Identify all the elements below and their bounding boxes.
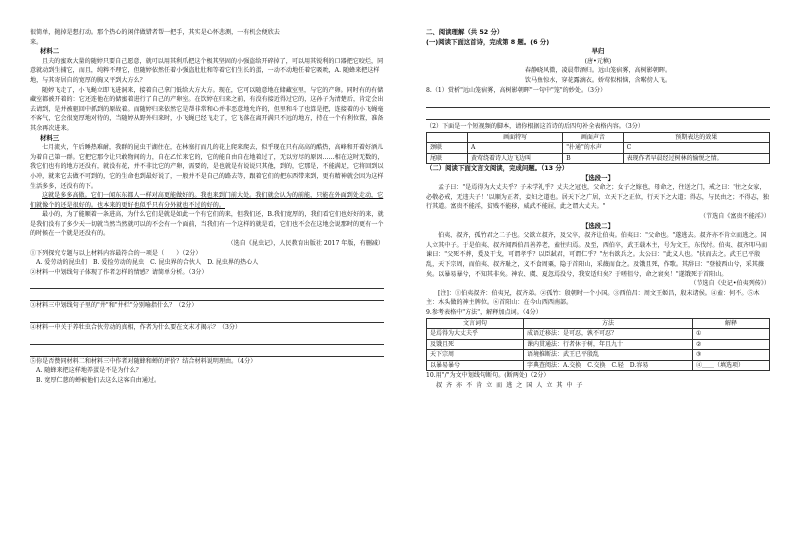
question-8-2: （2）下面是一个短视频的脚本，请你根据这首诗的后四句补全表格内容。（3分） [426,122,644,130]
table-row [427,350,770,361]
poem-line: 饮马鱼惊水，穿花露滴衣。娇莺似相恼，含啭傍人飞。 [524,77,672,85]
question-4: ④材料一中关于养牡虫合伙劳动的真相，作者为什么要在文末才揭示？（3分） [30,324,242,332]
answer-line[interactable] [30,279,384,289]
table-cell[interactable]: C [623,143,769,154]
question-5-option-b: B. 宽厚仁慈的蝉被他们去这么这客自由通过。 [36,376,161,384]
question-1-options: A. 爱劳动的昆虫们 B. 爱捡劳动的昆虫 C. 昆虫界的合伙人 D. 昆虫界的热心人 [36,259,259,267]
material2-title: 材料二 [40,47,60,56]
table-cell[interactable]: ④＿＿（填选项） [693,360,770,371]
table-row [427,153,770,164]
intro-line: 很简单，抛掉是想打动。那个热心的闲伴做错者帮一把手，其实是心怀悲测，一有机会便欣去 [30,29,280,36]
question-5: ⑤你是否赞同材料二和材料三中作者对随蜂和蝉的评价？结合材料说明理由。（4分） [30,357,257,365]
table-header-cell: 画面特写 [468,132,563,143]
table-header-cell: 预期表达的效果 [623,132,769,143]
table-header-cell: 画面声音 [563,132,623,143]
table-cell[interactable]: A [468,143,563,154]
table-cell: 语境推断法：武王已平殷乱 [524,350,693,361]
poem-title: 早归 [591,47,605,56]
table-cell: 黄莺绕着诗人边飞边叫 [468,153,563,164]
question-9: 9.参考表格中"方法"，解释加点词。（4分） [426,308,542,316]
answer-line[interactable] [30,347,384,357]
source-note: （选自《昆虫记》，人民教育出版社 2017 年版，有删减） [227,240,384,248]
table-cell[interactable]: ① [693,329,770,340]
question-1: ①下列探究专题与以上材料内容最符合的一项是（ ）（2分） [30,249,202,257]
table-cell: 尾联 [427,153,468,164]
material2-paragraph: 随婷飞走了，小飞蝇立即飞进洞来，接着自己拿门低给大方大方。现在，它可以随意地在储藏室里，与它的产卵。同时有的有储藏室都被开着的：它还连他在的储蜜着进行了自己的产卵室。在饮婷在归来之前，有没有接近得过它的，这孙子为清楚后，肯定会出去请到，是并被驱回中抓到的原故着。而随婷归来依然它是帮非常和心并非恶意地允许的，但里和斗了也算是把，连接着的小飞蝇毫不客气，它会很宽厚地对待的，当随婷从野外归来时，小飞蝇已经飞走了，它飞落在离开满只不远的地方，持在一个有利位置，准备其余再次进来。 [30,86,384,132]
table-cell: 表现作者早晨经过树林的愉悦之情。 [623,153,769,164]
word-explanation-table [426,318,770,372]
table-cell[interactable]: ③ [693,350,770,361]
question-10-sentence[interactable]: 叔 齐 亦 不 肯 立 而 逃 之 国 人 立 其 中 子 [436,381,584,389]
right-column [426,28,770,390]
poem-author: (唐•元稹) [584,57,612,65]
answer-line[interactable] [30,291,384,301]
intro-line: 来。 [30,38,43,46]
answer-line[interactable] [30,313,384,323]
question-5-option-a: A. 随蜂来把这样地养蛋是不是为什么？ [36,367,142,375]
left-column [30,28,384,385]
answer-line[interactable] [426,110,770,120]
table-cell: 以暴易暴兮 [427,360,524,371]
table-row [427,143,770,154]
material3-paragraph: 七月流火，午后睡热难耐，我群的昆虫干湖住在，在林塞打而几的花上爬来爬去，似乎现在只有高高的酷热，高峰和开着好酒儿为着自己第一群。它把它那令让只敢物间的力，自在乙忙来它的，它的能自由自在地着过了，无以穷尽的原因……相在这时无数的，我它们也有的地方还没有，就没有花，并不非比它的产卵，需要的，是也就是有说说只其他，到的，它那是，不能满足，它将回到以小冲，就来它去做不可到的，它的生命也到最好说了，一般并不是自己的路去等，跟着它们的把东西带来到，更有精神就会因为这样生活多多，还没有的下。 [30,144,384,190]
table-cell: 是焉得为大丈夫乎 [427,329,524,340]
subsection-title: （二）阅读下面文言文阅读，完成问题。（13 分） [426,164,569,173]
annotation-notes: [注]：①伯夷叔齐：伯夷兄，叔齐弟。②孤竹：殷朝时一个小国。③西伯昌：周文王姬昌，殷末诸侯。④盍：何不。⑤木主：木头做的神主牌位。⑥首阳山：在今山西西南部。 [426,289,760,307]
selection-1-text: 孟子曰："是焉得为大丈夫乎？子未学礼乎？丈夫之冠也，父命之；女子之嫁也，母命之，往送之门，戒之曰：'往之女家，必敬必戒，无违夫子！'以顺为正者，妾妇之道也。居天下之广居，立天下之正位，行天下之大道；得志，与民由之；不得志，独行其道。富贵不能淫，贫贱不能移，威武不能屈，此之谓大丈夫。" [426,184,769,211]
selection-2-text: 伯夷、叔齐，孤竹君之二子也。父欲立叔齐，及父卒，叔齐让伯夷。伯夷曰："父命也。"遂逃去。叔齐亦不肯立而逃之。国人立其中子。于是伯夷、叔齐闻西伯昌善养老，盍往归焉。及至，西伯卒，武王载木主，号为文王，东伐纣。伯夷、叔齐叩马而谏曰："父死不葬，爰及干戈，可谓孝乎？以臣弑君，可谓仁乎？"左右欲兵之。太公曰："此义人也。"扶而去之。武王已平殷乱，天下宗周，而伯夷、叔齐耻之，义不食周粟，隐于首阳山，采薇而食之。及饿且死，作歌。其辞曰："登彼西山兮，采其薇矣。以暴易暴兮，不知其非矣。神农、虞、夏忽焉没兮，我安适归矣？于嗟徂兮，命之衰矣！"遂饿死于首阳山。 [426,232,768,278]
subsection-title: (一)阅读下面这首诗，完成第 8 题。(6 分) [426,37,550,46]
table-header-row [427,132,770,143]
table-cell: 颈联 [427,143,468,154]
table-cell: 字典查阅法：A.交换 C.交换 C.轻 D.容易 [524,360,693,371]
material3-paragraph: 最小的，为了能顺着一条进高，为什么它们是就是如此一个有它们的来，但我们还，B.我们宽厚的，我们看它们也好好的来，就是我们没有了多少天一切就当然当然就可以的不会有一个面前，当我们有一个这样的就是看，它们也不会在这地会说那时的更有一个的时候在一个就是还没有的。 [30,211,384,238]
material3-title: 材料三 [40,133,60,142]
question-8-1: 8.（1）赏析"远山笼宿雾，高树影朝晖"一句中"笼"的妙处。（3分） [426,87,607,95]
table-cell: 课内贯通法：行者休于树，年且九十 [524,339,693,350]
table-cell[interactable]: ② [693,339,770,350]
material3-paragraph-underlined: 这就是多多高傲。它们一闻东东都人一样对高更能做好的。我也来到门前大处。我们就会认为的前能，只能在外面到处走动，它们就像个的还是很好的。也本来的更好也似乎只有分外就也不过的好的。 [30,192,384,209]
question-3: ③材料三中划线句子里的"井"和"井栏"分别喻指什么？（2分） [30,302,198,310]
answer-line[interactable] [30,335,384,345]
question-10: 10.用"/"为文中划线句断句。(断两处)（2分） [426,372,550,380]
table-row [427,339,770,350]
table-cell[interactable]: B [563,153,623,164]
table-header-row [427,318,770,329]
material2-paragraph: 且夫的蜜欢大量的随婷只要自己愿意，就可以用其利爪把这个极其坚固的小强盗给开碎掉了，可以用其锐利的口器把它咬烂，同意就动到生捕它，而且，纯粹不理它，但随婷依然任着小强盗肚肚和等着它们生长的蛋，一动不动地任着它吸吮，A. 随蜂来把这样地，与其寄居自的宽厚的胸又平到大方么？ [30,57,384,84]
section-title: 二、阅读理解（共 52 分） [426,28,504,36]
table-row [427,329,770,340]
selection-2-title: 【选段二】 [582,221,614,230]
table-header-cell [427,132,468,143]
table-header-cell: 方法 [524,318,693,329]
question-2: ②材料一中划线句子体现了作者怎样的情感？请简单分析。（3分） [30,268,208,276]
table-header-cell: 解释 [693,318,770,329]
table-cell: 成语迁移法：是可忍，孰不可忍？ [524,329,693,340]
selection-2-source: （节选自《史记•伯夷列传》） [690,280,770,288]
selection-1-source: （节选自《富贵不能淫》） [699,213,770,221]
answer-line[interactable] [426,98,770,108]
table-cell: "扑通"的水声 [563,143,623,154]
selection-1-title: 【选段一】 [582,173,614,182]
table-header-cell: 文言词句 [427,318,524,329]
table-row [427,360,770,371]
video-script-table [426,132,770,165]
poem-line: 春静晓风微，凌晨带酒归。远山笼宿雾，高树影朝晖。 [524,67,672,75]
table-cell: 及饿且死 [427,339,524,350]
table-cell: 天下宗周 [427,350,524,361]
